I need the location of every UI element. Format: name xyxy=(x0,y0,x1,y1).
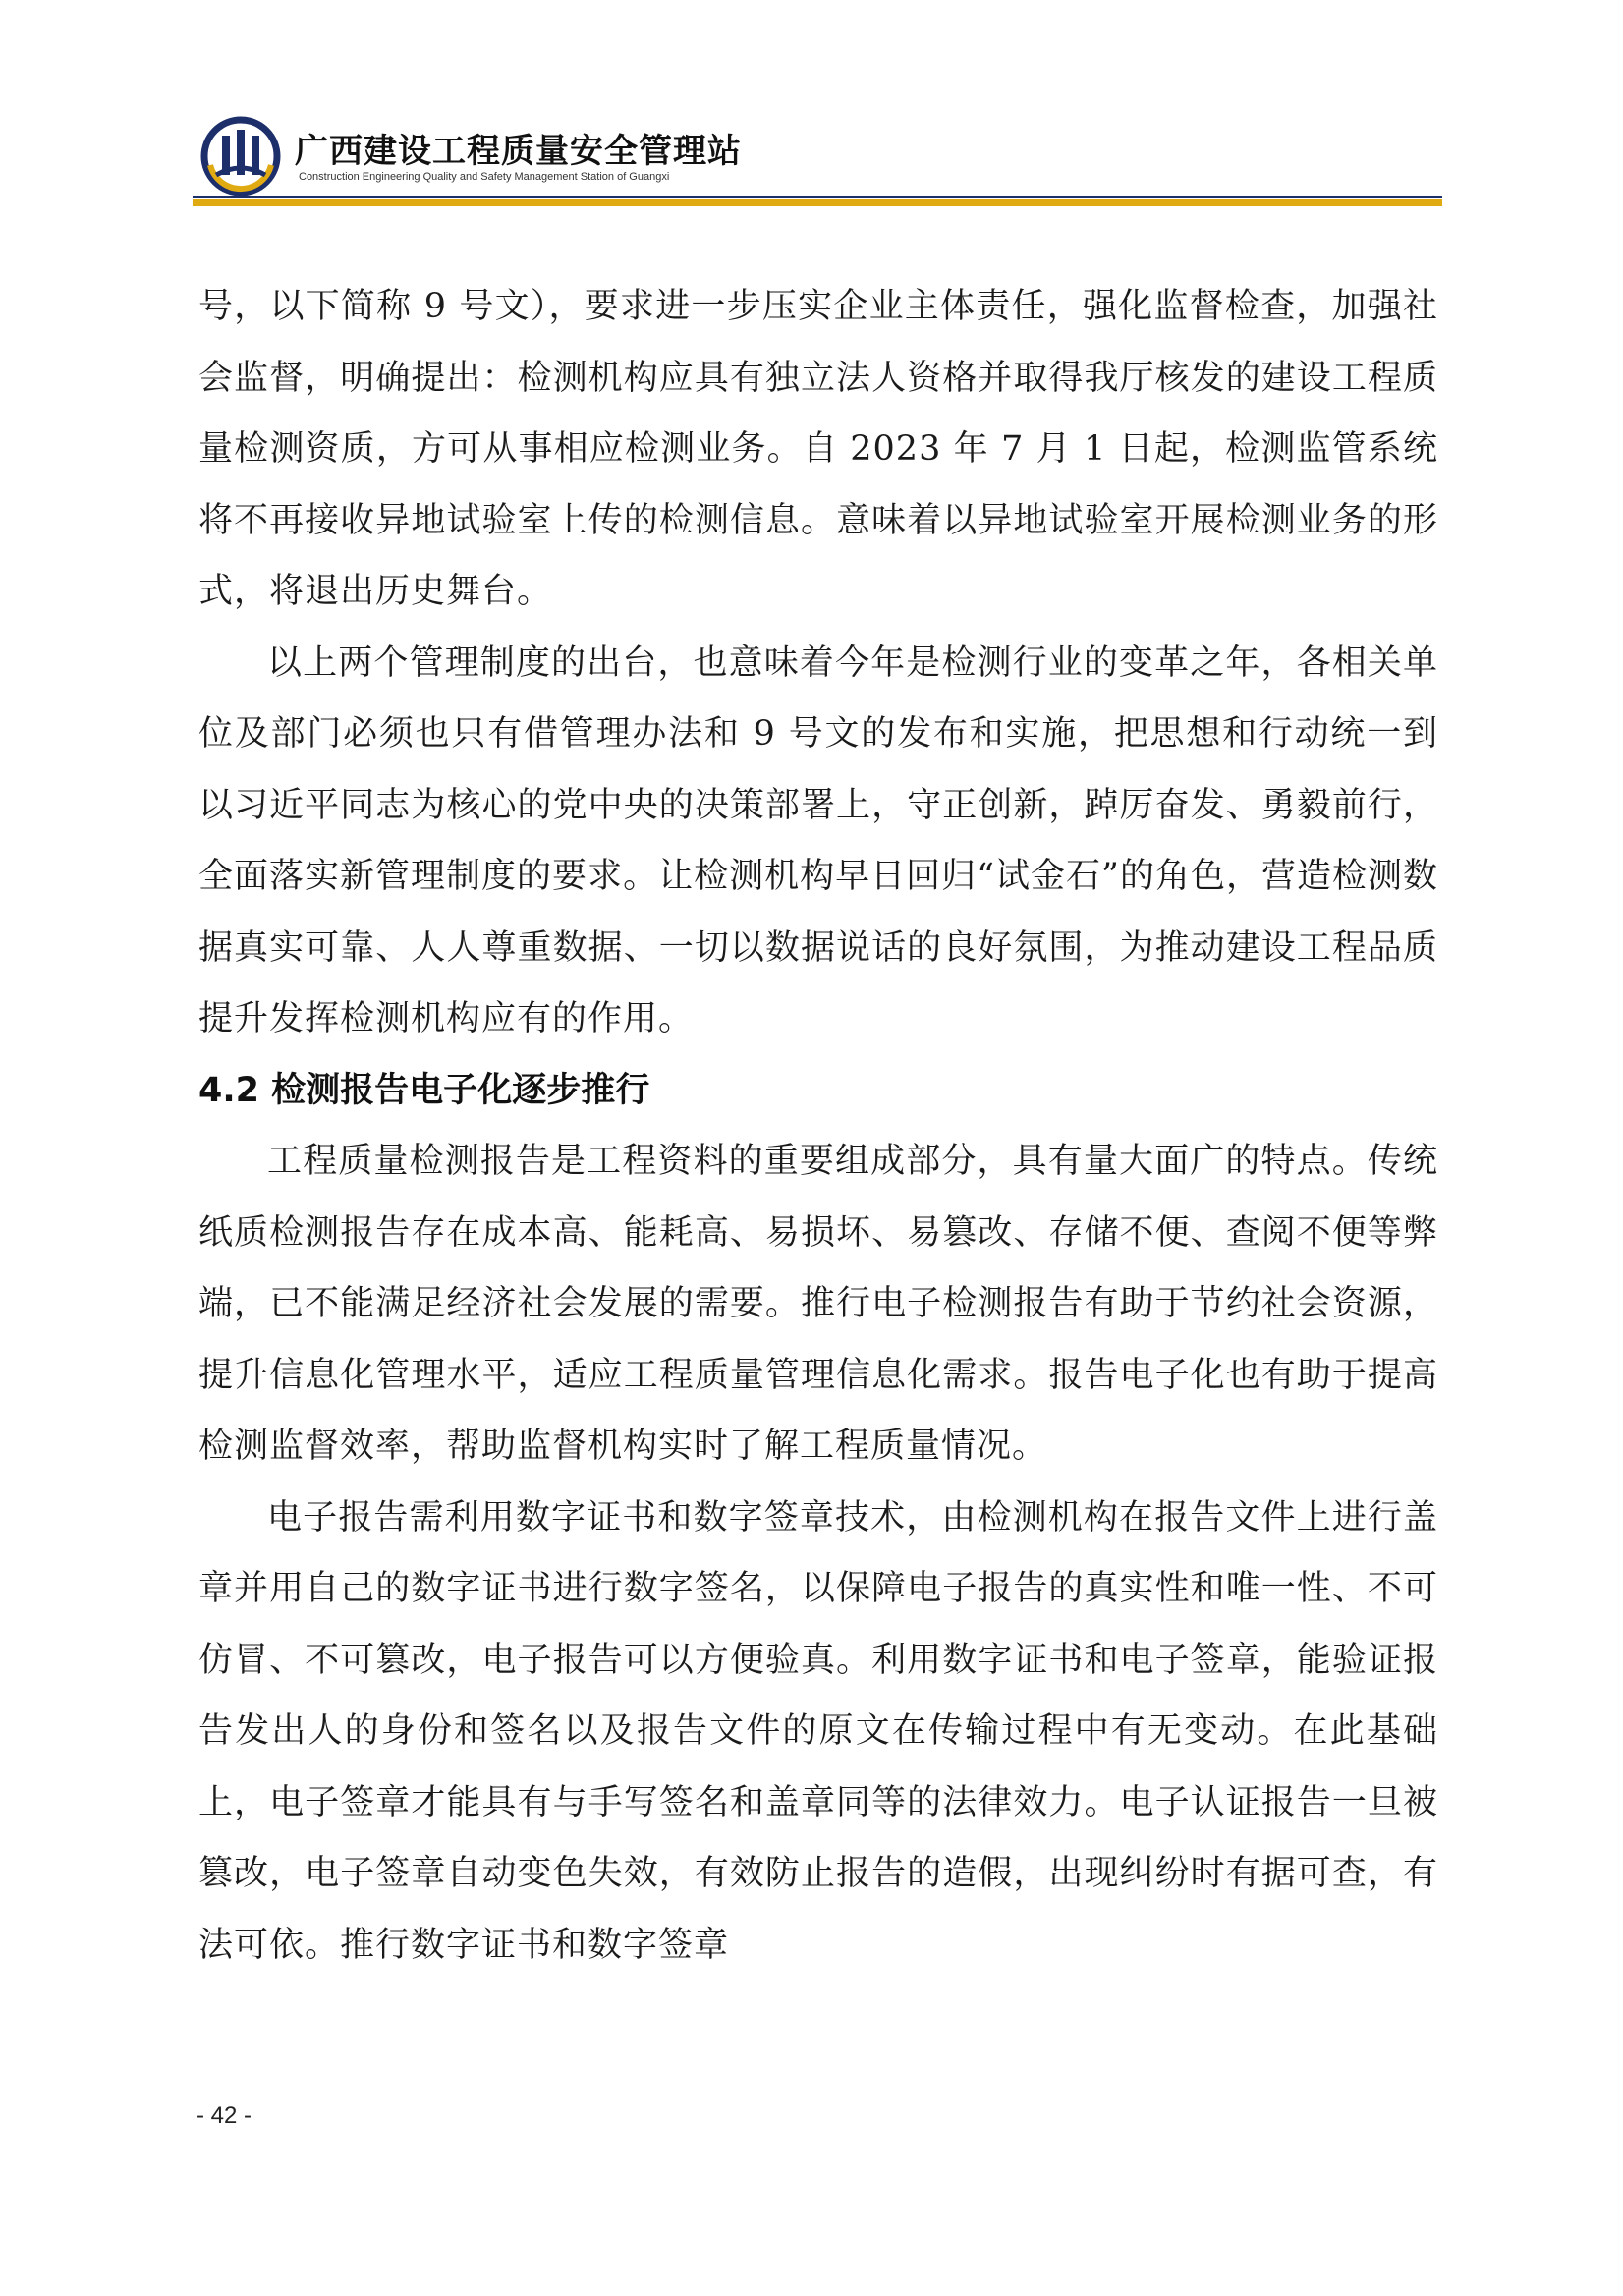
paragraph-2: 以上两个管理制度的出台，也意味着今年是检测行业的变革之年，各相关单位及部门必须也只有借管理办法和 9 号文的发布和实施，把思想和行动统一到以习近平同志为核心的党中央的决策部署上，守正创新，踔厉奋发、勇毅前行，全面落实新管理制度的要求。让检测机构早日回归“试金石”的角色，营造检测数据真实可靠、人人尊重数据、一切以数据说话的良好氛围，为推动建设工程品质提升发挥检测机构应有的作用。 xyxy=(198,643,1438,1038)
page-body xyxy=(198,271,1438,1981)
org-name-cn: 广西建设工程质量安全管理站 xyxy=(295,132,742,171)
station-logo-icon xyxy=(200,116,281,196)
page-number: - 42 - xyxy=(196,2102,252,2129)
header-rule-gold xyxy=(193,199,1442,206)
paragraph-4: 电子报告需利用数字证书和数字签章技术，由检测机构在报告文件上进行盖章并用自己的数字证书进行数字签名，以保障电子报告的真实性和唯一性、不可仿冒、不可篡改，电子报告可以方便验真。利用数字证书和电子签章，能验证报告发出人的身份和签名以及报告文件的原文在传输过程中有无变动。在此基础上，电子签章才能具有与手写签名和盖章同等的法律效力。电子认证报告一旦被篡改，电子签章自动变色失效，有效防止报告的造假，出现纠纷时有据可查，有法可依。推行数字证书和数字签章 xyxy=(198,1497,1438,1965)
page-header xyxy=(193,110,1442,204)
header-rule-navy xyxy=(193,196,1442,198)
paragraph-3: 工程质量检测报告是工程资料的重要组成部分，具有量大面广的特点。传统纸质检测报告存在成本高、能耗高、易损坏、易篡改、存储不便、查阅不便等弊端，已不能满足经济社会发展的需要。推行电子检测报告有助于节约社会资源，提升信息化管理水平，适应工程质量管理信息化需求。报告电子化也有助于提高检测监督效率，帮助监督机构实时了解工程质量情况。 xyxy=(198,1142,1438,1466)
org-name-en: Construction Engineering Quality and Safety Management Station of Guangxi xyxy=(299,171,670,183)
section-heading: 4.2 检测报告电子化逐步推行 xyxy=(198,1070,650,1110)
paragraph-1: 号，以下简称 9 号文），要求进一步压实企业主体责任，强化监督检查，加强社会监督，明确提出：检测机构应具有独立法人资格并取得我厅核发的建设工程质量检测资质，方可从事相应检测业务。自 2023 年 7 月 1 日起，检测监管系统将不再接收异地试验室上传的检测信息。意味着以异地试验室开展检测业务的形式，将退出历史舞台。 xyxy=(198,287,1438,611)
